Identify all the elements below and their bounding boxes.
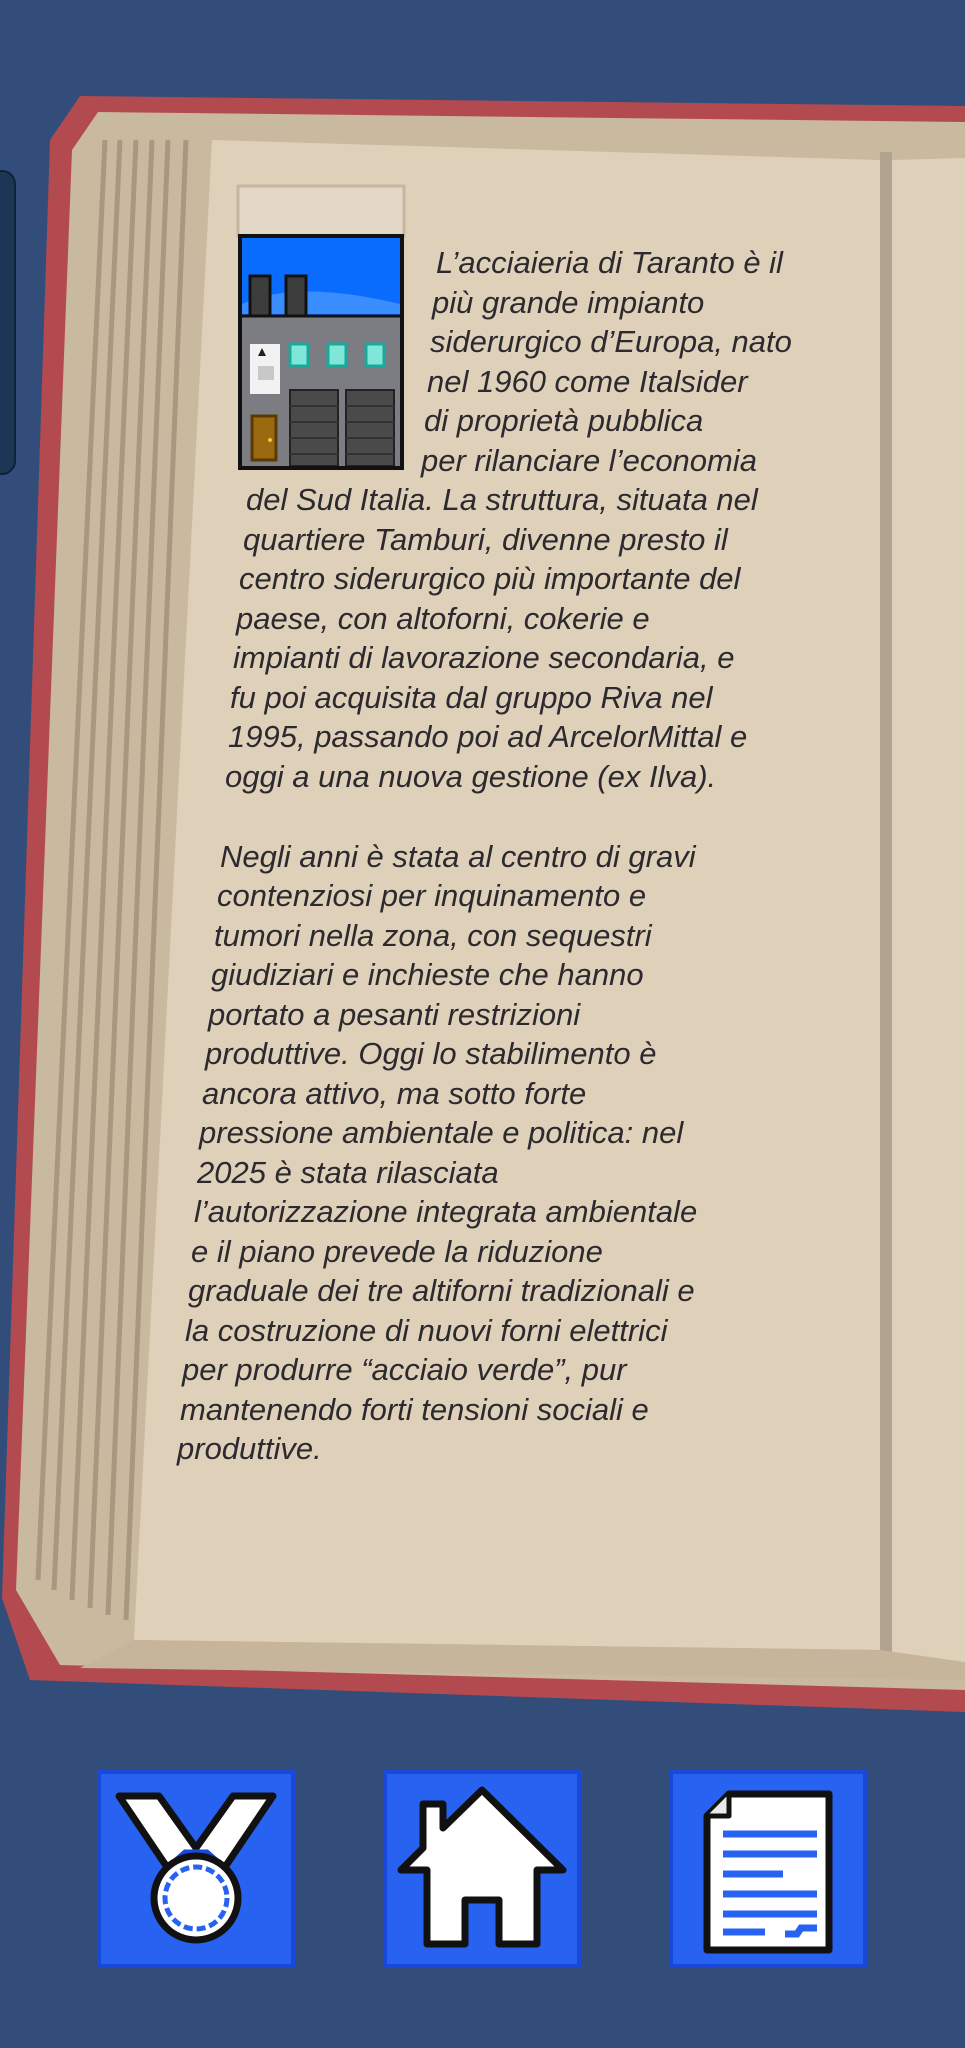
text-line: produttive. Oggi lo stabilimento è (205, 1036, 657, 1071)
text-line: quartiere Tamburi, divenne presto il (243, 522, 728, 557)
text-line: fu poi acquisita dal gruppo Riva nel (230, 680, 713, 715)
text-line: graduale dei tre altiforni tradizionali e (188, 1273, 695, 1308)
window (328, 344, 346, 366)
text-line: Negli anni è stata al centro di gravi (220, 839, 696, 874)
window (290, 344, 308, 366)
document-button[interactable] (669, 1770, 867, 1968)
document-icon (673, 1774, 863, 1964)
text-line: tumori nella zona, con sequestri (214, 918, 652, 953)
steel-plant-illustration (236, 184, 406, 474)
right-page (892, 158, 965, 1678)
text-line: 1995, passando poi ad ArcelorMittal e (228, 719, 748, 754)
text-line: mantenendo forti tensioni sociali e (180, 1392, 649, 1427)
text-line: giudiziari e inchieste che hanno (211, 957, 644, 992)
text-line: produttive. (177, 1431, 322, 1466)
text-line: per produrre “acciaio verde”, pur (182, 1352, 627, 1387)
door (252, 416, 276, 460)
text-line: di proprietà pubblica (424, 403, 704, 438)
window (366, 344, 384, 366)
text-line: portato a pesanti restrizioni (208, 997, 581, 1032)
text-line: nel 1960 come Italsider (427, 364, 748, 399)
text-line: più grande impianto (432, 285, 705, 320)
text-line: la costruzione di nuovi forni elettrici (185, 1313, 668, 1348)
text-line: ancora attivo, ma sotto forte (202, 1076, 587, 1111)
text-line: e il piano prevede la riduzione (191, 1234, 603, 1269)
text-line: siderurgico d’Europa, nato (430, 324, 792, 359)
text-line: centro siderurgico più importante del (239, 561, 741, 596)
medal-icon (101, 1774, 291, 1964)
text-line: oggi a una nuova gestione (ex Ilva). (225, 759, 717, 794)
text-line: L’acciaieria di Taranto è il (436, 245, 783, 280)
text-line: pressione ambientale e politica: nel (199, 1115, 684, 1150)
text-line: per rilanciare l’economia (421, 443, 757, 478)
home-icon (387, 1774, 577, 1964)
text-line: 2025 è stata rilasciata (197, 1155, 499, 1190)
book-spine (880, 152, 892, 1672)
text-line: contenziosi per inquinamento e (217, 878, 647, 913)
chimney (250, 276, 270, 320)
chimney (286, 276, 306, 320)
text-line: l’autorizzazione integrata ambientale (194, 1194, 698, 1229)
text-line: impianti di lavorazione secondaria, e (233, 640, 735, 675)
home-button[interactable] (383, 1770, 581, 1968)
medal-button[interactable] (97, 1770, 295, 1968)
text-line: paese, con altoforni, cokerie e (236, 601, 650, 636)
text-line: del Sud Italia. La struttura, situata nel (246, 482, 758, 517)
